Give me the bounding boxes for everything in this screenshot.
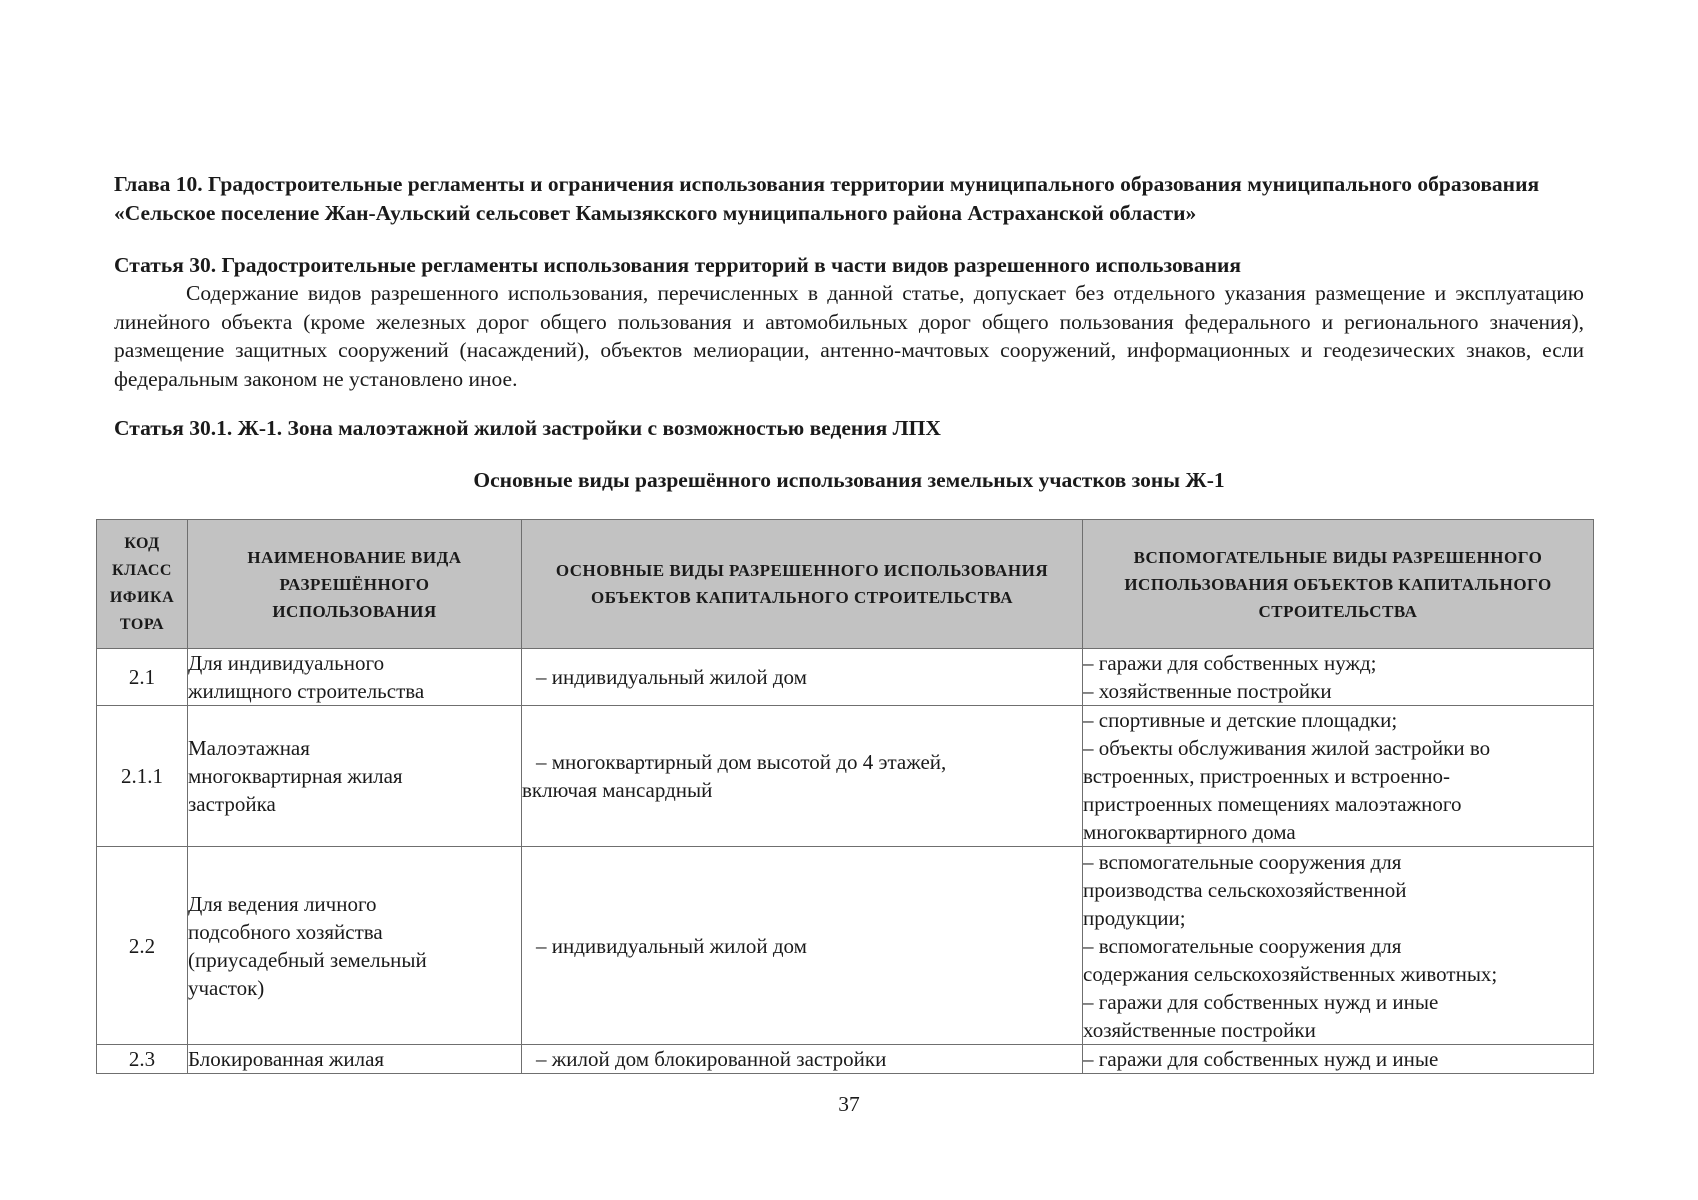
header-aux: ВСПОМОГАТЕЛЬНЫЕ ВИДЫ РАЗРЕШЕННОГО ИСПОЛЬЗОВАНИЯ ОБЪЕКТОВ КАПИТАЛЬНОГО СТРОИТЕЛЬСТВА	[1083, 520, 1594, 649]
cell-aux: – гаражи для собственных нужд; – хозяйственные постройки	[1083, 649, 1594, 706]
table-header-row	[97, 520, 1594, 649]
cell-name: Блокированная жилая	[188, 1045, 522, 1074]
cell-code: 2.1	[97, 649, 188, 706]
cell-name: Для ведения личного подсобного хозяйства (приусадебный земельный участок)	[188, 847, 522, 1045]
table-caption: Основные виды разрешённого использования земельных участков зоны Ж-1	[473, 468, 1225, 492]
cell-aux: – вспомогательные сооружения для производства сельскохозяйственной продукции; – вспомогательные сооружения для содержания сельскохозяйственных животных; – гаражи для собственных нужд и иные хозяйственные постройки	[1083, 847, 1594, 1045]
header-main: ОСНОВНЫЕ ВИДЫ РАЗРЕШЕННОГО ИСПОЛЬЗОВАНИЯ ОБЪЕКТОВ КАПИТАЛЬНОГО СТРОИТЕЛЬСТВА	[522, 520, 1083, 649]
header-name: НАИМЕНОВАНИЕ ВИДА РАЗРЕШЁННОГО ИСПОЛЬЗОВАНИЯ	[188, 520, 522, 649]
cell-aux: – спортивные и детские площадки; – объекты обслуживания жилой застройки во встроенных, пристроенных и встроенно- пристроенных помещениях малоэтажного многоквартирного дома	[1083, 706, 1594, 847]
zone-table	[96, 519, 1594, 1074]
header-code: КОД КЛАСС ИФИКА ТОРА	[97, 520, 188, 649]
page-number: 37	[838, 1092, 860, 1116]
table-row	[97, 706, 1594, 847]
table-row	[97, 1045, 1594, 1074]
cell-main: – индивидуальный жилой дом	[522, 847, 1083, 1045]
cell-main: – жилой дом блокированной застройки	[522, 1045, 1083, 1074]
cell-name: Малоэтажная многоквартирная жилая застройка	[188, 706, 522, 847]
cell-main: – многоквартирный дом высотой до 4 этажей, включая мансардный	[522, 706, 1083, 847]
table-row	[97, 847, 1594, 1045]
cell-aux: – гаражи для собственных нужд и иные	[1083, 1045, 1594, 1074]
cell-code: 2.2	[97, 847, 188, 1045]
article-30-heading: Статья 30. Градостроительные регламенты использования территорий в части видов разрешенного использования	[114, 253, 1242, 277]
article-30-body: Содержание видов разрешенного использования, перечисленных в данной статье, допускает без отдельного указания размещение и эксплуатацию линейного объекта (кроме железных дорог общего пользования и автомобильных дорог общего пользования федерального и регионального значения), размещение защитных сооружений (насаждений), объектов мелиорации, антенно-мачтовых сооружений, информационных и геодезических знаков, если федеральным законом не установлено иное.	[114, 281, 1584, 391]
chapter-heading: Глава 10. Градостроительные регламенты и ограничения использования территории муниципального образования муниципального образования «Сельское поселение Жан-Аульский сельсовет Камызякского муниципального района Астраханской области»	[114, 172, 1540, 225]
article-30-1-heading: Статья 30.1. Ж-1. Зона малоэтажной жилой застройки с возможностью ведения ЛПХ	[114, 416, 941, 440]
cell-main: – индивидуальный жилой дом	[522, 649, 1083, 706]
cell-name: Для индивидуального жилищного строительства	[188, 649, 522, 706]
table-row	[97, 649, 1594, 706]
cell-code: 2.1.1	[97, 706, 188, 847]
cell-code: 2.3	[97, 1045, 188, 1074]
